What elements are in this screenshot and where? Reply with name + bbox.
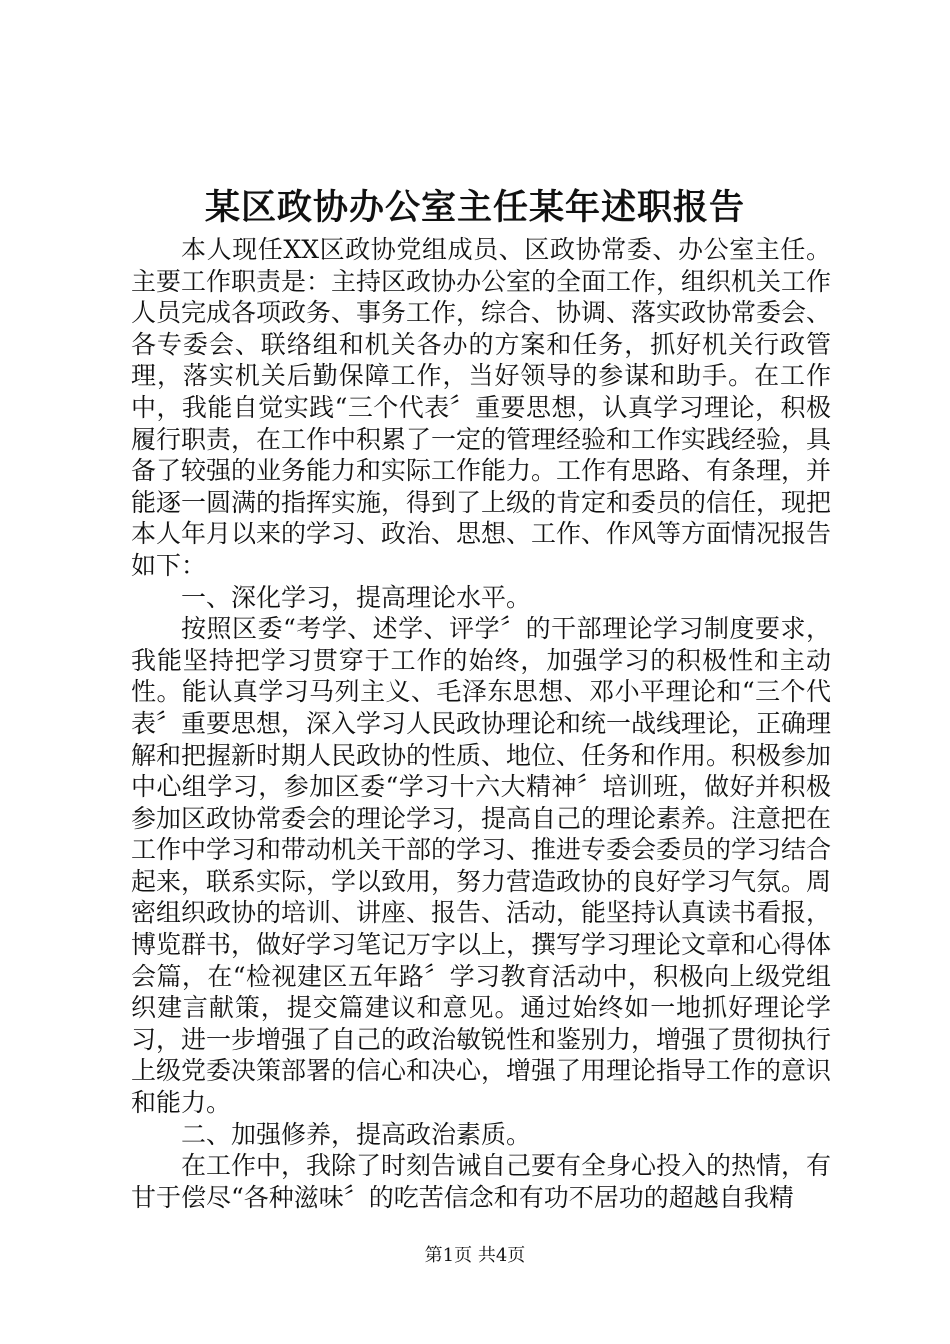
page-number-footer: 第1页 共4页 xyxy=(424,1245,526,1266)
document-body xyxy=(131,234,831,1213)
paragraph-study: 按照区委“考学、述学、评学〞的干部理论学习制度要求，我能坚持把学习贯穿于工作的始终，加强学习的积极性和主动性。能认真学习马列主义、毛泽东思想、邓小平理论和“三个代表〞重要思想，深入学习人民政协理论和统一战线理论，正确理解和把握新时期人民政协的性质、地位、任务和作用。积极参加中心组学习，参加区委“学习十六大精神〞培训班，做好并积极参加区政协常委会的理论学习，提高自己的理论素养。注意把在工作中学习和带动机关干部的学习、推进专委会委员的学习结合起来，联系实际，学以致用，努力营造政协的良好学习气氛。周密组织政协的培训、讲座、报告、活动，能坚持认真读书看报，博览群书，做好学习笔记万字以上，撰写学习理论文章和心得体会篇，在“检视建区五年路〞学习教育活动中，积极向上级党组织建言献策，提交篇建议和意见。通过始终如一地抓好理论学习，进一步增强了自己的政治敏锐性和鉴别力，增强了贯彻执行上级党委决策部署的信心和决心，增强了用理论指导工作的意识和能力。 xyxy=(131,614,832,1118)
paragraph-cultivation: 在工作中，我除了时刻告诫自己要有全身心投入的热情，有甘于偿尽“各种滋味〞的吃苦信念和有功不居功的超越自我精 xyxy=(131,1151,832,1212)
section-heading-1: 一、深化学习，提高理论水平。 xyxy=(181,582,532,612)
paragraph-intro: 本人现任XX区政协党组成员、区政协常委、办公室主任。主要工作职责是：主持区政协办公室的全面工作，组织机关工作人员完成各项政务、事务工作，综合、协调、落实政协常委会、各专委会、联络组和机关各办的方案和任务，抓好机关行政管理，落实机关后勤保障工作，当好领导的参谋和助手。在工作中，我能自觉实践“三个代表〞重要思想，认真学习理论，积极履行职责，在工作中积累了一定的管理经验和工作实践经验，具备了较强的业务能力和实际工作能力。工作有思路、有条理，并能逐一圆满的指挥实施，得到了上级的肯定和委员的信任，现把本人年月以来的学习、政治、思想、工作、作风等方面情况报告如下： xyxy=(131,235,832,580)
section-heading-2: 二、加强修养，提高政治素质。 xyxy=(181,1119,532,1149)
document-title: 某区政协办公室主任某年述职报告 xyxy=(204,187,745,228)
